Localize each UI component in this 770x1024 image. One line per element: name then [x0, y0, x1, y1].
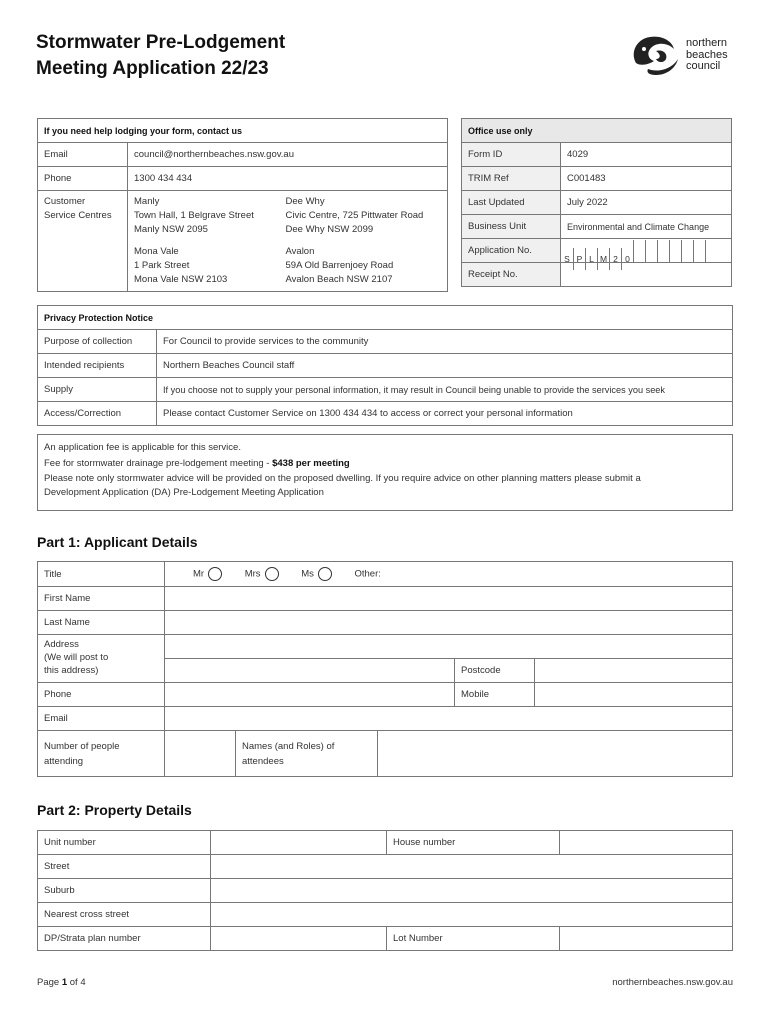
- suburb-label: Suburb: [38, 879, 211, 903]
- application-no-char-box[interactable]: [633, 240, 645, 262]
- ms-radio[interactable]: [318, 567, 332, 581]
- footer-url[interactable]: northernbeaches.nsw.gov.au: [612, 977, 733, 988]
- mobile-field[interactable]: [535, 683, 733, 707]
- house-number-label: House number: [387, 831, 560, 855]
- application-no-char-box[interactable]: [705, 240, 717, 262]
- cross-street-label: Nearest cross street: [38, 903, 211, 927]
- phone-label: Phone: [38, 683, 165, 707]
- privacy-value: For Council to provide services to the community: [157, 330, 733, 354]
- email-label: Email: [38, 707, 165, 731]
- email-label: Email: [38, 143, 128, 167]
- privacy-label: Intended recipients: [38, 354, 157, 378]
- centres-label: Customer Service Centres: [38, 191, 128, 292]
- privacy-label: Supply: [38, 378, 157, 402]
- part2-heading: Part 2: Property Details: [37, 802, 192, 818]
- last-name-field[interactable]: [165, 611, 733, 635]
- dp-strata-label: DP/Strata plan number: [38, 927, 211, 951]
- updated-value: July 2022: [561, 191, 732, 215]
- updated-label: Last Updated: [462, 191, 561, 215]
- address-field-line1[interactable]: [165, 635, 733, 659]
- contact-heading: If you need help lodging your form, contact us: [38, 119, 448, 143]
- title-label: Title: [38, 562, 165, 587]
- form-id-label: Form ID: [462, 143, 561, 167]
- unit-number-field[interactable]: [211, 831, 387, 855]
- application-no-char-box[interactable]: L: [585, 248, 597, 270]
- mrs-radio[interactable]: [265, 567, 279, 581]
- privacy-heading: Privacy Protection Notice: [38, 306, 733, 330]
- email-value: council@northernbeaches.nsw.gov.au: [128, 143, 448, 167]
- privacy-table: [37, 305, 733, 426]
- application-no-char-box[interactable]: M: [597, 248, 609, 270]
- suburb-field[interactable]: [211, 879, 733, 903]
- trim-label: TRIM Ref: [462, 167, 561, 191]
- lot-number-field[interactable]: [560, 927, 733, 951]
- phone-value: 1300 434 434: [128, 167, 448, 191]
- page-number: Page 1 of 4: [37, 977, 86, 988]
- house-number-field[interactable]: [560, 831, 733, 855]
- fee-notice: An application fee is applicable for this service. Fee for stormwater drainage pre-lodgement meeting - $438 per meeting Please note only stormwater advice will be provided on the proposed dwelling. If you require advice on other planning matters please submit a Development Application (DA) Pre-Lodgement Meeting Application: [37, 434, 733, 511]
- applicant-table: [37, 561, 733, 777]
- privacy-value: Northern Beaches Council staff: [157, 354, 733, 378]
- first-name-field[interactable]: [165, 587, 733, 611]
- last-name-label: Last Name: [38, 611, 165, 635]
- receipt-no-label: Receipt No.: [462, 263, 561, 287]
- page-title: Stormwater Pre-Lodgement Meeting Application 22/23: [36, 32, 286, 79]
- street-field[interactable]: [211, 855, 733, 879]
- office-use-table: [461, 118, 732, 287]
- form-id-value: 4029: [561, 143, 732, 167]
- first-name-label: First Name: [38, 587, 165, 611]
- application-no-char-box[interactable]: S: [564, 253, 570, 264]
- application-no-char-box[interactable]: [645, 240, 657, 262]
- postcode-field[interactable]: [535, 659, 733, 683]
- privacy-value: Please contact Customer Service on 1300 434 434 to access or correct your personal information: [157, 402, 733, 426]
- people-attending-label: Number of people attending: [38, 731, 165, 777]
- lot-number-label: Lot Number: [387, 927, 560, 951]
- trim-value: C001483: [561, 167, 732, 191]
- application-no-char-box[interactable]: 2: [609, 248, 621, 270]
- council-logo-icon: [628, 33, 682, 78]
- mobile-label: Mobile: [455, 683, 535, 707]
- property-table: [37, 830, 733, 951]
- cross-street-field[interactable]: [211, 903, 733, 927]
- application-no-char-box[interactable]: [681, 240, 693, 262]
- unit-number-label: Unit number: [38, 831, 211, 855]
- email-field[interactable]: [165, 707, 733, 731]
- dp-strata-field[interactable]: [211, 927, 387, 951]
- phone-label: Phone: [38, 167, 128, 191]
- address-label: Address (We will post to this address): [38, 635, 165, 683]
- business-unit-label: Business Unit: [462, 215, 561, 239]
- attendees-field[interactable]: [378, 731, 733, 777]
- office-heading: Office use only: [462, 119, 732, 143]
- application-no-boxes[interactable]: [561, 239, 732, 263]
- application-no-label: Application No.: [462, 239, 561, 263]
- address-field-line2[interactable]: [165, 659, 455, 683]
- privacy-value: If you choose not to supply your personal information, it may result in Council being unable to provide the services you seek: [157, 378, 733, 402]
- phone-field[interactable]: [165, 683, 455, 707]
- business-unit-value: Environmental and Climate Change: [561, 215, 732, 239]
- application-no-char-box[interactable]: [657, 240, 669, 262]
- application-no-char-box[interactable]: 0: [621, 248, 633, 270]
- privacy-label: Purpose of collection: [38, 330, 157, 354]
- contact-table: [37, 118, 448, 292]
- postcode-label: Postcode: [455, 659, 535, 683]
- application-no-char-box[interactable]: [693, 240, 705, 262]
- centres-col-2: Dee Why Civic Centre, 725 Pittwater Road Dee Why NSW 2099 Avalon 59A Old Barrenjoey Road Avalon Beach NSW 2107: [280, 191, 448, 292]
- centres-col-1: Manly Town Hall, 1 Belgrave Street Manly NSW 2095 Mona Vale 1 Park Street Mona Vale NSW 2103: [128, 191, 280, 292]
- people-attending-field[interactable]: [165, 731, 236, 777]
- street-label: Street: [38, 855, 211, 879]
- mr-radio[interactable]: [208, 567, 222, 581]
- part1-heading: Part 1: Applicant Details: [37, 534, 198, 550]
- attendees-label: Names (and Roles) of attendees: [236, 731, 378, 777]
- privacy-label: Access/Correction: [38, 402, 157, 426]
- application-no-char-box[interactable]: P: [573, 248, 585, 270]
- council-logo: northern beaches council: [628, 33, 738, 78]
- title-options: Mr Mrs Ms Other:: [165, 562, 733, 587]
- fee-amount-line: Fee for stormwater drainage pre-lodgement meeting - $438 per meeting: [44, 458, 350, 469]
- application-no-char-box[interactable]: [669, 240, 681, 262]
